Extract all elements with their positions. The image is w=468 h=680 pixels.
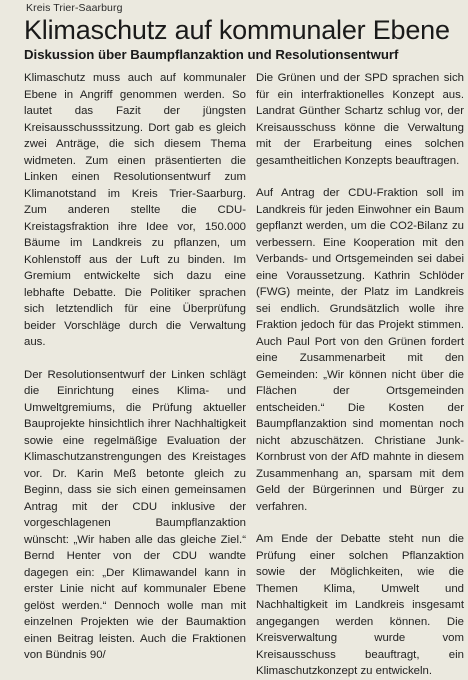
article-paragraph: Die Grünen und der SPD sprachen sich für ein interfraktionelles Konzept aus. Landrat Günther Schartz schlug vor, der Kreisausschuss könne die Verwaltung mit der Erarbeitung eines solchen gesamtheitlichen Konzepts beauftragen. — [256, 72, 464, 167]
article-paragraph: Auf Antrag der CDU-Fraktion soll im Landkreis für jeden Einwohner ein Baum gepflanzt werden, um die CO2-Bilanz zu verbessern. Eine Kooperation mit den Verbands- und Ortsgemeinden sei dabei eine Voraussetzung. Kathrin Schlöder (FWG) meinte, der Platz im Landkreis sei endlich. Grundsätzlich wolle ihre Fraktion jedoch für das Projekt stimmen. Auch Paul Port von den Grünen fordert eine Zusammenarbeit mit den Gemeinden: „Wir können nicht über die Flächen der Ortsgemeinden entscheiden.“ Die Kosten der Baumpflanzaktion sind momentan noch nicht abzuschätzen. Christiane Junk-Kornbrust von der AfD mahnte in diesem Zusammenhang an, sparsam mit dem Geld der Bürgerinnen und Bürger zu verfahren. — [256, 187, 464, 513]
section-kicker: Kreis Trier-Saarburg — [26, 2, 123, 14]
article-headline: Klimaschutz auf kommunaler Ebene — [24, 15, 450, 45]
article-subheadline: Diskussion über Baumpflanzaktion und Resolutionsentwurf — [24, 47, 399, 62]
article-column-left — [24, 70, 246, 680]
article-paragraph: Klimaschutz muss auch auf kommunaler Ebene in Angriff genommen werden. So lautet das Fazit der jüngsten Kreisausschusssitzung. Dort gab es gleich zwei Anträge, die sich diesem Thema widmeten. Zum einen präsentierten die Linken einen Resolutionsentwurf zum Klimanotstand im Kreis Trier-Saarburg. Zum anderen stellte die CDU-Kreistagsfraktion ihre Idee vor, 150.000 Bäume im Landkreis zu pflanzen, um Kohlenstoff aus der Luft zu binden. Im Gremium entwickelte sich dazu eine lebhafte Debatte. Die Politiker sprachen sich letztendlich für eine Überprüfung beider Vorschläge durch die Verwaltung aus. — [24, 72, 246, 348]
article-column-right — [256, 70, 464, 680]
article-paragraph: Am Ende der Debatte steht nun die Prüfung einer solchen Pflanzaktion sowie der Möglichkeiten, wie die Themen Klima, Umwelt und Nachhaltigkeit im Landkreis insgesamt angegangen werden können. Die Kreisverwaltung wurde vom Kreisausschuss beauftragt, ein Klimaschutzkonzept zu entwickeln. — [256, 533, 464, 677]
article-paragraph: Der Resolutionsentwurf der Linken schlägt die Einrichtung eines Klima- und Umweltgremiums, die Prüfung aktueller Bauprojekte hinsichtlich ihrer Nachhaltigkeit sowie eine regelmäßige Evaluation der Klimaschutzanstrengungen des Kreistages vor. Dr. Karin Meß betonte gleich zu Beginn, dass sie sich einen gemeinsamen Antrag mit der CDU inklusive der vorgeschlagenen Baumpflanzaktion wünscht: „Wir haben alle das gleiche Ziel.“ Bernd Henter von der CDU wandte dagegen ein: „Der Klimawandel kann in erster Linie nicht auf kommunaler Ebene gelöst werden.“ Dennoch wolle man mit einzelnen Projekten wie der Baumaktion einen Beitrag leisten. Auch die Fraktionen von Bündnis 90/ — [24, 368, 246, 661]
